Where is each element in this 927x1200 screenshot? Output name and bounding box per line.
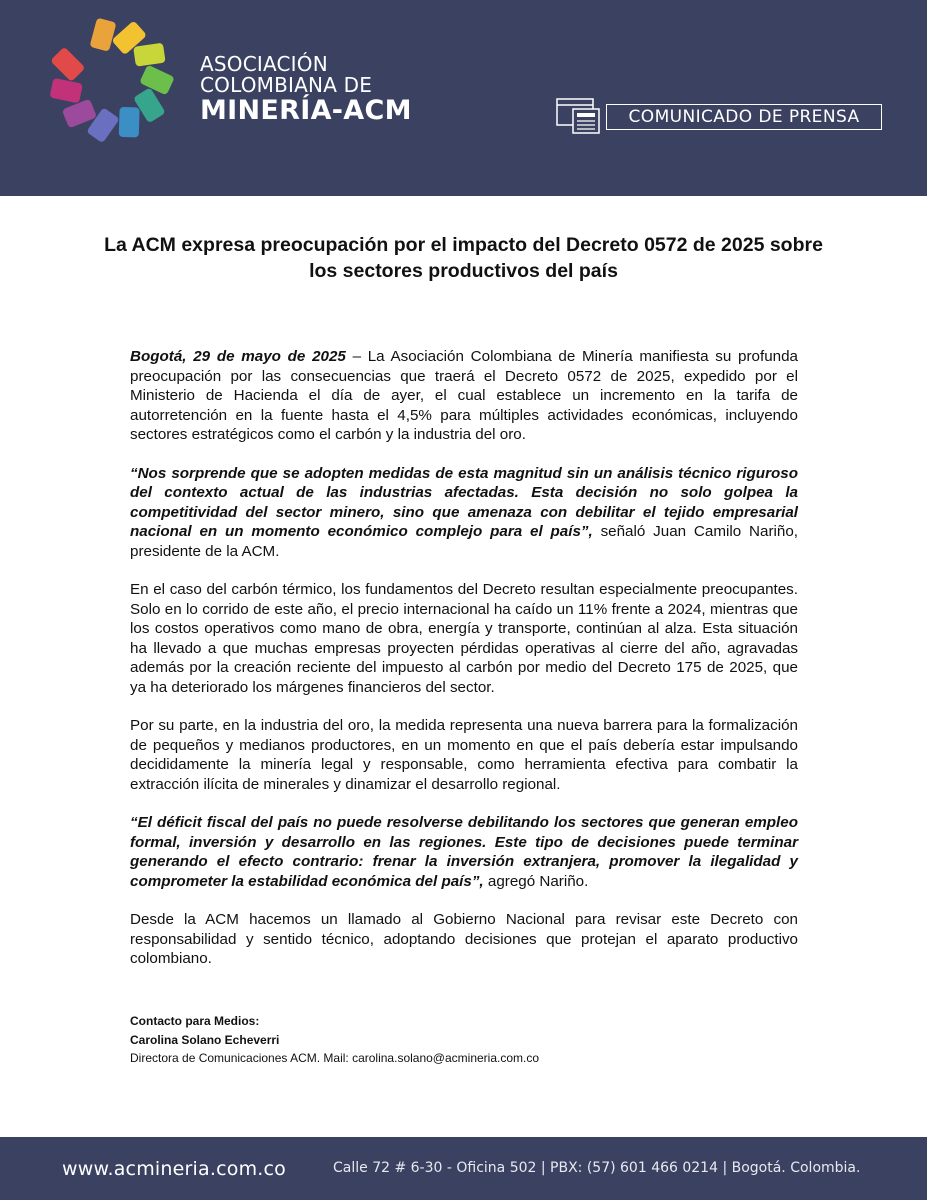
press-release-box [606,104,882,130]
deficit-attribution: agregó Nariño. [483,872,589,890]
paragraph-gold: Por su parte, en la industria del oro, la medida representa una nueva barrera para la formalización de pequeños y medianos productores, en un momento en que el país debería estar impulsando decididamente la minería legal y responsable, como herramienta efectiva para combatir la extracción ilícita de minerales y dinamizar el desarrollo regional. [130,717,798,793]
logo-petal [50,47,85,82]
org-name-line2: COLOMBIANA DE [200,73,373,97]
contact-name: Carolina Solano Echeverri [130,1032,280,1047]
org-name-line1: ASOCIACIÓN [200,52,328,76]
header-banner [0,0,927,196]
paragraph-quote-deficit [130,813,798,891]
logo-petal [119,107,140,138]
org-name-line3: MINERÍA-ACM [200,95,412,126]
logo-petal [133,43,166,67]
media-contact [130,1012,539,1068]
paragraph-coal: En el caso del carbón térmico, los fundamentos del Decreto resultan especialmente preocupantes. Solo en lo corrido de este año, el precio internacional ha caído un 11% frente a 2024, mientras que los costos operativos como mano de obra, energía y transporte, continúan al alza. Esta situación ha llevado a que muchas empresas proyecten pérdidas operativas al cierre del año, agravadas además por la creación reciente del impuesto al carbón por medio del Decreto 175 de 2025, que ya ha deteriorado los márgenes financieros del sector. [130,581,798,696]
intro-text: – La Asociación Colombiana de Minería manifiesta su profunda preocupación por las consecuencias que traerá el Decreto 0572 de 2025, expedido por el Ministerio de Hacienda el día de ayer, el cual establece un incremento en la tarifa de autorretención en la fuente hasta el 4,5% para múltiples actividades económicas, incluyendo sectores estratégicos como el carbón y la industria del oro. [130,348,798,443]
contact-heading: Contacto para Medios: [130,1014,260,1028]
logo-petal [89,18,116,52]
president-quote: “Nos sorprende que se adopten medidas de esta magnitud sin un análisis técnico riguroso del contexto actual de las industrias afectadas. Esta decisión no solo golpea la competitividad del sector minero, sino que amenaza con debilitar el tejido empresarial nacional en un momento económico complejo para el país”, [130,464,798,540]
footer-banner [0,1137,927,1200]
org-name [200,54,412,125]
press-body [130,347,798,988]
deficit-quote: “El déficit fiscal del país no puede resolverse debilitando los sectores que generan empleo formal, inversión y desarrollo en las regiones. Este tipo de decisiones puede terminar generando el efecto contrario: frenar la inversión extranjera, promover la ilegalidad y comprometer la estabilidad económica del país”, [130,814,798,890]
contact-role: Directora de Comunicaciones ACM. Mail: carolina.solano@acmineria.com.co [130,1051,540,1065]
paragraph-quote-president [130,464,798,562]
president-attribution: señaló Juan Camilo Nariño, presidente de la ACM. [130,523,798,560]
logo-petal [49,78,82,104]
logo-petal [62,99,97,129]
address-line: Calle 72 # 6-30 - Oficina 502 | PBX: (57) 601 466 0214 | Bogotá. Colombia. [333,1160,861,1176]
paragraph-intro [130,347,798,445]
press-release-label: COMUNICADO DE PRENSA [628,107,860,127]
newspaper-icon [556,96,602,134]
headline: La ACM expresa preocupación por el impacto del Decreto 0572 de 2025 sobre los sectores productivos del país [104,234,823,282]
petal-ring-logo [36,12,191,142]
paragraph-call: Desde la ACM hacemos un llamado al Gobierno Nacional para revisar este Decreto con responsabilidad y sentido técnico, adoptando decisiones que protejan el aparato productivo colombiano. [130,911,798,967]
website-link[interactable]: www.acmineria.com.co [62,1158,286,1180]
dateline: Bogotá, 29 de mayo de 2025 [130,348,346,365]
